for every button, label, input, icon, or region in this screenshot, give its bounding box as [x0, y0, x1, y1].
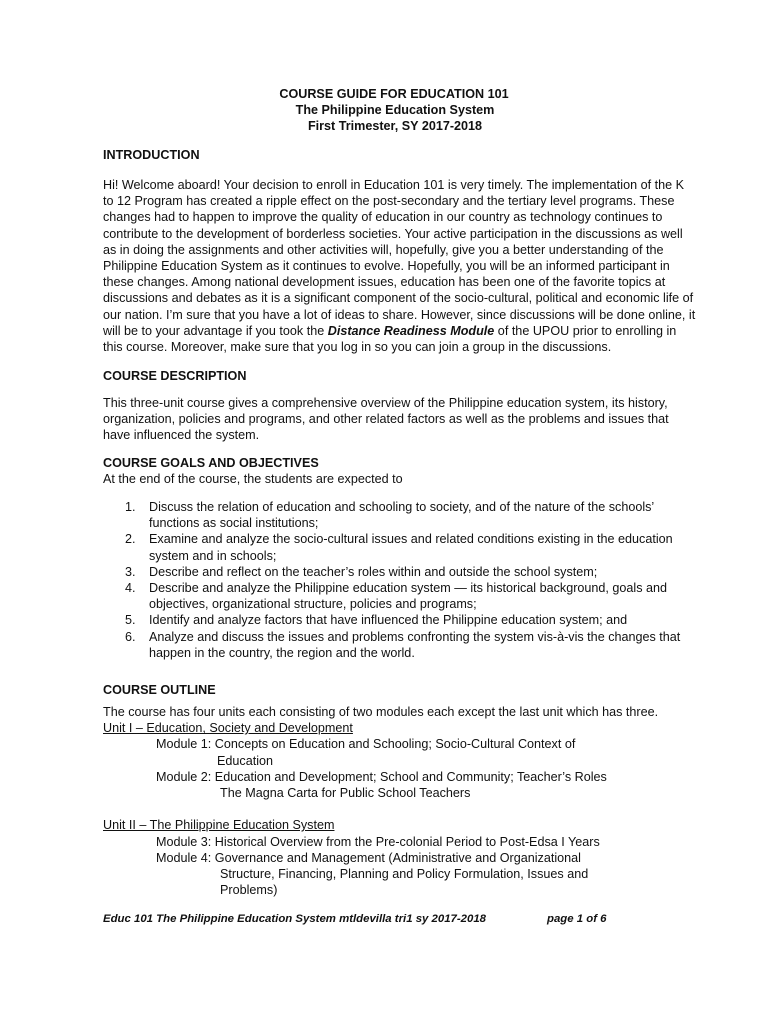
intro-line: as in doing the assignments and other activities will, hopefully, give you a better understanding of the	[103, 242, 664, 257]
module-4-line-continued: Structure, Financing, Planning and Policy Formulation, Issues and	[220, 866, 589, 881]
outline-intro: The course has four units each consisting of two modules each except the last unit which has three.	[103, 705, 659, 719]
goal-item	[103, 612, 713, 628]
description-paragraph	[103, 395, 711, 444]
goal-item	[103, 629, 713, 661]
goals-section	[103, 455, 713, 487]
page-number: page 1 of 6	[547, 913, 607, 925]
goal-line: functions as social institutions;	[149, 516, 319, 531]
introduction-section	[103, 147, 713, 163]
goal-line: system and in schools;	[149, 548, 277, 563]
goal-number: 1.	[125, 500, 136, 514]
module-4-line-continued: Problems)	[220, 883, 278, 898]
intro-line: contribute to the development of borderless societies. Your active participation in the discussions as well	[103, 226, 683, 241]
intro-line	[103, 323, 711, 339]
goal-line: happen in the country, the region and the world.	[149, 645, 415, 660]
description-section	[103, 368, 713, 384]
intro-line: this course. Moreover, make sure that you log in so you can join a group in the discussions.	[103, 340, 612, 355]
intro-line: our nation. I’m sure that you have a lot of ideas to share. However, since discussions will be done online, it	[103, 307, 696, 322]
goal-item	[103, 499, 713, 531]
document-title	[0, 86, 768, 134]
intro-text: of the UPOU prior to enrolling in	[494, 323, 677, 338]
goal-number: 3.	[125, 564, 136, 579]
outline-section	[103, 682, 713, 698]
description-line: organization, policies and programs, and other related factors as well as the problems and issues that	[103, 412, 669, 427]
description-heading: COURSE DESCRIPTION	[103, 369, 247, 383]
footer-course-info: Educ 101 The Philippine Education System mtldevilla tri1 sy 2017-2018	[103, 913, 486, 925]
goal-line: Examine and analyze the socio-cultural issues and related conditions existing in the education	[149, 532, 673, 547]
goal-item	[103, 580, 713, 612]
spacer	[103, 801, 713, 817]
intro-line: changes had to happen to improve the quality of education in our country as technology continues to	[103, 210, 663, 225]
module-3-line: Module 3: Historical Overview from the Pre-colonial Period to Post-Edsa I Years	[156, 834, 600, 849]
goals-heading: COURSE GOALS AND OBJECTIVES	[103, 456, 319, 470]
description-line: This three-unit course gives a comprehensive overview of the Philippine education system, its history,	[103, 396, 668, 410]
goals-list	[103, 499, 713, 661]
module-2-line-continued: The Magna Carta for Public School Teachers	[220, 785, 471, 800]
module-1-line: Module 1: Concepts on Education and Schooling; Socio-Cultural Context of	[156, 737, 576, 752]
intro-line: discussions and debates as it is a significant component of the socio-cultural, political and economic life of	[103, 291, 694, 306]
goal-number: 2.	[125, 532, 136, 547]
goals-intro: At the end of the course, the students are expected to	[103, 472, 403, 486]
intro-line: Philippine Education System as it continues to evolve. Hopefully, you will be an informed participant in	[103, 259, 670, 274]
unit-1-title: Unit I – Education, Society and Development	[103, 721, 353, 736]
goal-number: 5.	[125, 613, 136, 628]
unit-2-title: Unit II – The Philippine Education System	[103, 818, 335, 833]
goal-line: Describe and reflect on the teacher’s roles within and outside the school system;	[149, 564, 598, 579]
module-2-line: Module 2: Education and Development; School and Community; Teacher’s Roles	[156, 769, 607, 784]
page-footer	[103, 911, 713, 927]
introduction-paragraph	[103, 177, 711, 355]
module-4-line: Module 4: Governance and Management (Administrative and Organizational	[156, 850, 581, 865]
distance-readiness-module-emphasis: Distance Readiness Module	[327, 323, 495, 338]
title-line-3: First Trimester, SY 2017-2018	[307, 119, 483, 133]
goal-line: Identify and analyze factors that have influenced the Philippine education system; and	[149, 613, 628, 628]
intro-text: will be to your advantage if you took the	[103, 323, 328, 338]
goal-line: Discuss the relation of education and schooling to society, and of the nature of the schools’	[149, 500, 655, 514]
goal-item	[103, 564, 713, 580]
intro-line: Hi! Welcome aboard! Your decision to enroll in Education 101 is very timely. The implementation of the K	[103, 178, 685, 192]
goal-line: objectives, organizational structure, policies and programs;	[149, 597, 477, 612]
goal-line: Analyze and discuss the issues and problems confronting the system vis-à-vis the changes that	[149, 629, 681, 644]
goal-number: 4.	[125, 581, 136, 596]
goal-number: 6.	[125, 629, 136, 644]
description-line: have influenced the system.	[103, 428, 260, 443]
module-1-line-continued: Education	[217, 753, 274, 768]
title-line-2: The Philippine Education System	[295, 103, 495, 117]
title-line-1: COURSE GUIDE FOR EDUCATION 101	[279, 87, 509, 101]
outline-content	[103, 704, 713, 898]
goal-item	[103, 531, 713, 563]
intro-line: to 12 Program has created a ripple effect on the post-secondary and the tertiary level programs. These	[103, 194, 675, 209]
intro-line: these changes. Among national development issues, education has been one of the favorite topics at	[103, 275, 666, 290]
introduction-heading: INTRODUCTION	[103, 148, 200, 162]
outline-heading: COURSE OUTLINE	[103, 683, 216, 697]
goal-line: Describe and analyze the Philippine education system — its historical background, goals and	[149, 581, 668, 596]
